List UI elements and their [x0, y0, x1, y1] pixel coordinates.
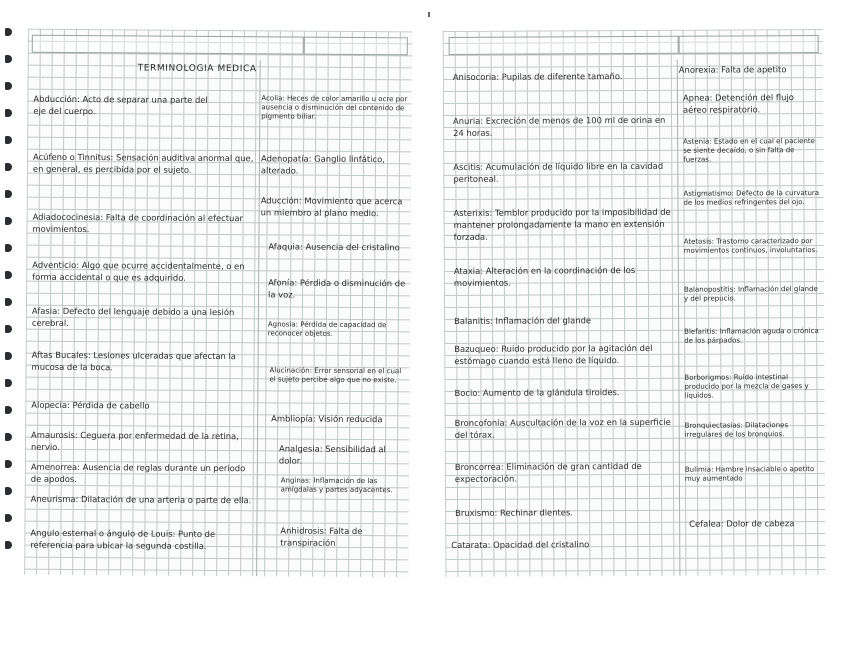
notebook-page-right: [443, 29, 826, 577]
term-entry: Ascitis: Acumulación de líquido libre en la cavidad peritoneal.: [453, 160, 664, 184]
term-entry: Alucinación: Error sensorial en el cual el sujeto percibe algo que no existe.: [269, 366, 402, 385]
term-entry: Ataxia: Alteración en la coordinación de los movimientos.: [453, 264, 636, 288]
term-entry: Acúfeno o Tinnitus: Sensación auditiva anormal que, en general, es percibida por el sujeto.: [32, 151, 254, 175]
term-entry: Balanitis: Inflamación del glande: [454, 315, 592, 326]
term-entry: Amaurosis: Ceguera por enfermedad de la retina, nervio.: [30, 429, 239, 452]
term-entry: Cefalea: Dolor de cabeza: [689, 518, 795, 529]
term-entry: Alopecia: Pérdida de cabello: [31, 399, 150, 411]
term-entry: Analgesia: Sensibilidad al dolor.: [278, 443, 386, 466]
term-entry: Anuria: Excreción de menos de 100 ml de orina en 24 horas.: [453, 114, 666, 138]
term-entry: Balanopostitis: Inflamación del glande y del prepucio.: [683, 285, 818, 303]
spiral-binding: [2, 20, 14, 580]
term-entry: Atetosis: Trastorno caracterizado por movimientos continuos, involuntarios.: [683, 237, 818, 255]
term-entry: Apnea: Detención del flujo aéreo respiratorio.: [682, 92, 794, 115]
term-entry: Anginas: Inflamación de las amígdalas y partes adyacentes.: [280, 476, 393, 495]
term-entry: Blefaritis: Inflamación aguda o crónica de los párpados.: [684, 327, 819, 345]
term-entry: Afonía: Pérdida o disminución de la voz.: [268, 277, 406, 300]
header-box: [449, 36, 679, 55]
term-entry: Afaquia: Ausencia del cristalino: [268, 241, 400, 253]
term-entry: Asterixis: Temblor producido por la imposibilidad de mantener prolongadamente la mano en extensión forzada.: [453, 206, 671, 242]
term-entry: Afasia: Defecto del lenguaje debido a una lesión cerebral.: [31, 305, 235, 328]
term-entry: Broncofonía: Auscultación de la voz en la superficie del tórax.: [454, 416, 671, 440]
term-entry: Anorexia: Falta de apetito: [678, 64, 787, 75]
term-entry: Bruxismo: Rechinar dientes.: [455, 507, 573, 518]
header-box: [32, 35, 304, 55]
term-entry: Borborigmos: Ruido intestinal producido por la mezcla de gases y líquidos.: [684, 373, 809, 400]
term-entry: Astigmatismo: Defecto de la curvatura de los medios refringentes del ojo.: [683, 189, 820, 207]
term-entry: Bazuqueo: Ruido producido por la agitación del estómago cuando está lleno de líquido.: [454, 342, 653, 366]
notebook-page-left: [24, 29, 412, 578]
term-entry: Astenia: Estado en el cual el paciente se siente decaído, o sin falta de fuerzas.: [683, 137, 815, 164]
term-entry: Abducción: Acto de separar una parte del eje del cuerpo.: [33, 93, 208, 117]
term-entry: Catarata: Opacidad del cristalino: [451, 539, 590, 550]
term-entry: Anisocoria: Pupilas de diferente tamaño.: [452, 71, 623, 82]
column-divider: [677, 60, 681, 576]
term-entry: Adventicio: Algo que ocurre accidentalmente, o en forma accidental o que es adquirido.: [32, 259, 245, 283]
term-entry: Bocio: Aumento de la glándula tiroides.: [454, 387, 620, 398]
term-entry: Agnosia: Pérdida de capacidad de reconocer objetos.: [267, 320, 387, 338]
term-entry: Acolia: Heces de color amarillo u ocre por ausencia o disminución del contenido de pigmento biliar.: [261, 94, 408, 121]
pen-mark: [428, 12, 430, 17]
term-entry: Broncorrea: Eliminación de gran cantidad de expectoración.: [454, 460, 642, 484]
term-entry: Aftas Bucales: Lesiones ulceradas que afectan la mucosa de la boca.: [31, 349, 236, 373]
header-box: [679, 35, 819, 54]
term-entry: Amenorrea: Ausencia de reglas durante un periodo de apodos.: [30, 461, 246, 485]
term-entry: Bronquiectasias: Dilataciones irregulares de los bronquios.: [684, 421, 789, 439]
term-entry: Ambliopía: Visión reducida: [271, 413, 383, 425]
header-box: [304, 37, 408, 56]
term-entry: Bulimia: Hambre insaciable o apetito muy aumentado: [684, 465, 815, 483]
term-entry: Aducción: Movimiento que acerca un miembro al plano medio.: [260, 195, 403, 219]
term-entry: Aneurisma: Dilatación de una arteria o parte de ella.: [30, 493, 252, 506]
term-entry: Adiadococinesia: Falta de coordinación al efectuar movimientos.: [32, 211, 243, 235]
term-entry: Angulo esternal o ángulo de Louis: Punto de referencia para ubicar la segunda costilla.: [30, 527, 216, 551]
term-entry: Adenopatía: Ganglio linfático, alterado.: [260, 153, 385, 176]
term-entry: Anhidrosis: Falta de transpiración: [280, 525, 363, 548]
page-title: TERMINOLOGIA MEDICA: [137, 63, 257, 75]
